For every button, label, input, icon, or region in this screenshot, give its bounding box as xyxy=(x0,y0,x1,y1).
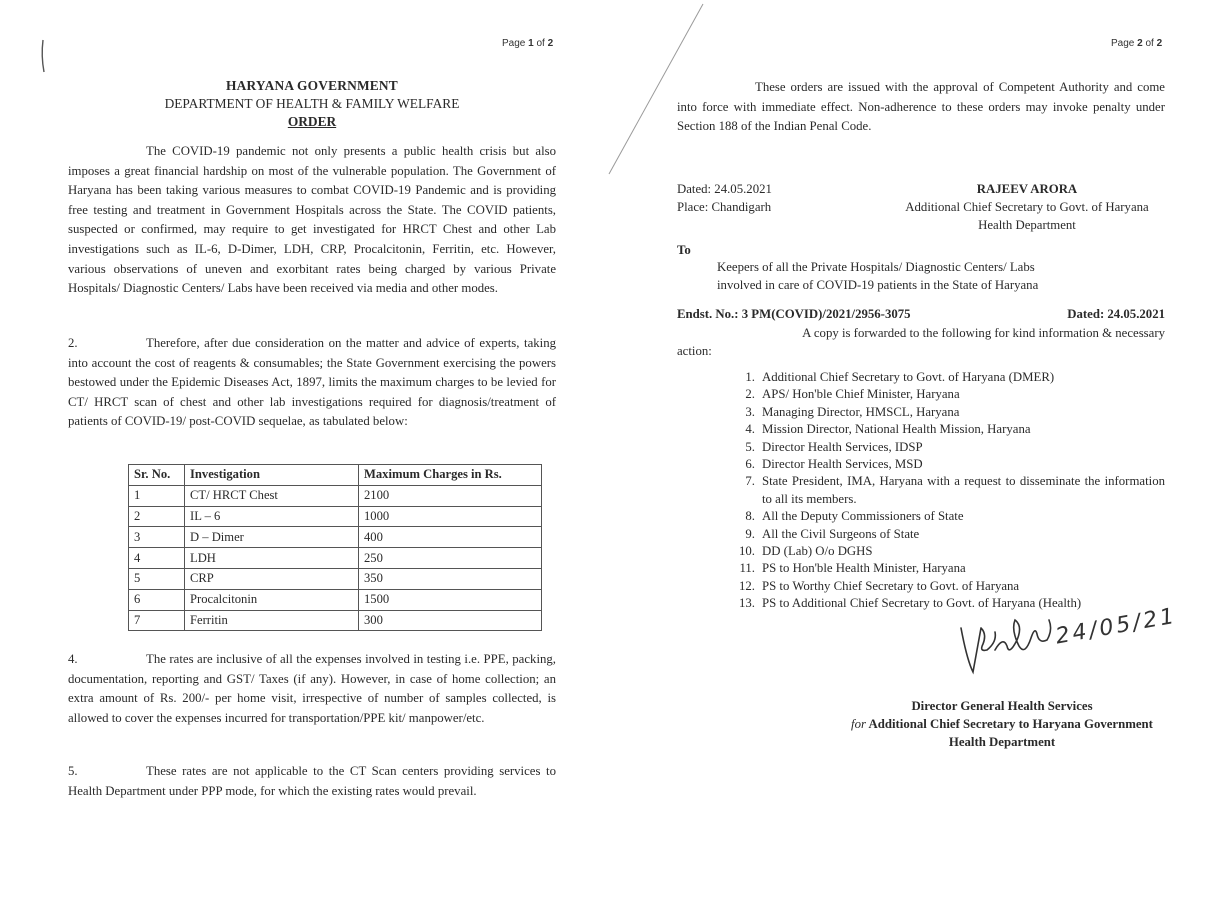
list-item-text: APS/ Hon'ble Chief Minister, Haryana xyxy=(762,387,960,402)
dated-label: Dated: 24.05.2021 xyxy=(677,182,772,196)
table-cell: CRP xyxy=(185,568,359,589)
scan-mark xyxy=(38,38,48,74)
list-item xyxy=(735,421,1165,438)
list-item-number: 9. xyxy=(745,526,755,541)
copy-forward-text xyxy=(677,324,1165,360)
list-item xyxy=(735,543,1165,560)
signatory-name: RAJEEV ARORA xyxy=(976,182,1078,196)
table-header-cell: Maximum Charges in Rs. xyxy=(359,465,542,486)
list-item-number: 10. xyxy=(739,544,755,559)
table-cell: LDH xyxy=(185,548,359,569)
footer-title: Director General Health Services xyxy=(911,699,1093,713)
table-cell: 7 xyxy=(129,610,185,631)
endorsement-number: Endst. No.: 3 PM(COVID)/2021/2956-3075 xyxy=(677,307,911,321)
document-header xyxy=(68,77,556,131)
table-cell: 300 xyxy=(359,610,542,631)
footer-for-rest: Additional Chief Secretary to Haryana Government xyxy=(865,717,1153,731)
handwritten-date: 24/05/21 xyxy=(1053,603,1179,650)
list-item-number: 12. xyxy=(739,578,755,593)
list-item-number: 8. xyxy=(745,509,755,524)
copy-forward-line: action: xyxy=(677,344,712,358)
table-cell: 400 xyxy=(359,527,542,548)
list-item-text: Managing Director, HMSCL, Haryana xyxy=(762,404,960,419)
recipients-line: Keepers of all the Private Hospitals/ Diagnostic Centers/ Labs xyxy=(717,260,1035,274)
list-item-number: 13. xyxy=(739,596,755,611)
place-label: Place: Chandigarh xyxy=(677,200,772,214)
table-cell: 2100 xyxy=(359,485,542,506)
list-item-text: State President, IMA, Haryana with a request to disseminate the information to all its members. xyxy=(762,474,1165,506)
footer-department: Health Department xyxy=(948,735,1056,749)
table-cell: 1500 xyxy=(359,589,542,610)
list-item-number: 5. xyxy=(745,439,755,454)
page-number: Page 1 of 2 xyxy=(502,38,554,49)
recipients-block xyxy=(717,258,1167,294)
list-item-number: 4. xyxy=(745,422,755,437)
to-label: To xyxy=(677,243,691,257)
list-item-number: 11. xyxy=(739,561,755,576)
table-row xyxy=(129,610,542,631)
table-cell: IL – 6 xyxy=(185,506,359,527)
list-item xyxy=(735,404,1165,421)
list-item xyxy=(735,560,1165,577)
copy-forward-line: A copy is forwarded to the following for kind information & necessary xyxy=(802,326,1165,340)
table-cell: 2 xyxy=(129,506,185,527)
table-cell: D – Dimer xyxy=(185,527,359,548)
date-place-block xyxy=(677,180,837,216)
header-order: ORDER xyxy=(287,114,337,129)
recipients-line: involved in care of COVID-19 patients in the State of Haryana xyxy=(717,278,1039,292)
table-row xyxy=(129,548,542,569)
table-cell: CT/ HRCT Chest xyxy=(185,485,359,506)
footer-for-word: for xyxy=(851,717,866,731)
table-header-cell: Investigation xyxy=(185,465,359,486)
list-item xyxy=(735,526,1165,543)
paragraph-4: 4. The rates are inclusive of all the expenses involved in testing i.e. PPE, packing, documentation, reporting and GST/ Taxes (if any). However, in case of home collection; an extra amount of Rs. 200/- per home visit, irrespective of number of samples collected, is allowed to cover the expenses incurred for transportation/PPE kit/ manpower/etc. xyxy=(68,652,556,725)
list-item-text: PS to Additional Chief Secretary to Govt. of Haryana (Health) xyxy=(762,596,1082,611)
signatory-department: Health Department xyxy=(978,218,1076,232)
list-item xyxy=(735,386,1165,403)
footer-block xyxy=(837,697,1167,751)
list-item-text: DD (Lab) O/o DGHS xyxy=(762,544,873,559)
table-cell: 350 xyxy=(359,568,542,589)
endorsement-date: Dated: 24.05.2021 xyxy=(1067,307,1165,321)
paragraph-5: 5. These rates are not applicable to the CT Scan centers providing services to Health Department under PPP mode, for which the existing rates would prevail. xyxy=(68,764,556,798)
header-department: DEPARTMENT OF HEALTH & FAMILY WELFARE xyxy=(164,96,460,111)
page-2 xyxy=(607,0,1214,900)
list-item-text: PS to Worthy Chief Secretary to Govt. of Haryana xyxy=(762,578,1020,593)
table-cell: 4 xyxy=(129,548,185,569)
signatory-block xyxy=(885,180,1169,234)
table-header-cell: Sr. No. xyxy=(129,465,185,486)
list-item xyxy=(735,473,1165,508)
table-row xyxy=(129,527,542,548)
paragraph-1: The COVID-19 pandemic not only presents a public health crisis but also imposes a great financial hardship on most of the vulnerable population. The Government of Haryana has been taking various measures to combat COVID-19 Pandemic and is providing free testing and treatment in Government Hospitals across the State. The COVID patients, suspected or confirmed, may require to get investigated for HRCT Chest and other Lab investigations such as IL-6, D-Dimer, LDH, CRP, Procalcitonin, Ferritin, etc. However, various observations of uneven and exorbitant rates being charged by various Private Hospitals/ Diagnostic Centers/ Labs have been received via media and other modes. xyxy=(68,144,556,296)
list-item xyxy=(735,578,1165,595)
list-item-text: Mission Director, National Health Mission, Haryana xyxy=(762,422,1031,437)
list-item-text: Additional Chief Secretary to Govt. of Haryana (DMER) xyxy=(762,370,1055,384)
list-item-text: PS to Hon'ble Health Minister, Haryana xyxy=(762,561,966,576)
list-item-text: Director Health Services, IDSP xyxy=(762,439,923,454)
list-item-number: 2. xyxy=(745,387,755,402)
table-row xyxy=(129,589,542,610)
list-item-text: Director Health Services, MSD xyxy=(762,457,923,472)
signatory-designation: Additional Chief Secretary to Govt. of Haryana xyxy=(905,200,1149,214)
list-item-text: All the Civil Surgeons of State xyxy=(762,526,920,541)
rates-table xyxy=(128,464,542,631)
list-item-number: 3. xyxy=(745,404,755,419)
footer-for-line xyxy=(837,715,1167,733)
table-cell: 5 xyxy=(129,568,185,589)
page-number: Page 2 of 2 xyxy=(1111,38,1163,49)
list-item-text: All the Deputy Commissioners of State xyxy=(762,509,964,524)
list-item-number: 6. xyxy=(745,457,755,472)
table-cell: Procalcitonin xyxy=(185,589,359,610)
table-cell: 6 xyxy=(129,589,185,610)
approval-paragraph: These orders are issued with the approval of Competent Authority and come into force with immediate effect. Non-adherence to these orders may invoke penalty under Section 188 of the Indian Penal Code. xyxy=(677,80,1165,134)
table-cell: 250 xyxy=(359,548,542,569)
table-cell: 1 xyxy=(129,485,185,506)
forward-list xyxy=(735,369,1165,613)
table-cell: 1000 xyxy=(359,506,542,527)
paragraph-2: 2. Therefore, after due consideration on the matter and advice of experts, taking into account the cost of reagents & consumables; the State Government exercising the powers bestowed under the Epidemic Diseases Act, 1897, limits the maximum charges to be levied for CT/ HRCT scan of chest and other lab investigations required for diagnosis/treatment of patients of COVID-19/ post-COVID sequelae, as tabulated below: xyxy=(68,336,556,429)
table-row xyxy=(129,568,542,589)
list-item xyxy=(735,369,1165,386)
list-item xyxy=(735,508,1165,525)
list-item xyxy=(735,439,1165,456)
table-cell: 3 xyxy=(129,527,185,548)
table-header-row xyxy=(129,465,542,486)
list-item xyxy=(735,456,1165,473)
list-item-number: 1. xyxy=(745,370,755,384)
table-cell: Ferritin xyxy=(185,610,359,631)
table-row xyxy=(129,485,542,506)
header-government: HARYANA GOVERNMENT xyxy=(226,78,398,93)
table-row xyxy=(129,506,542,527)
list-item-number: 7. xyxy=(745,474,755,489)
